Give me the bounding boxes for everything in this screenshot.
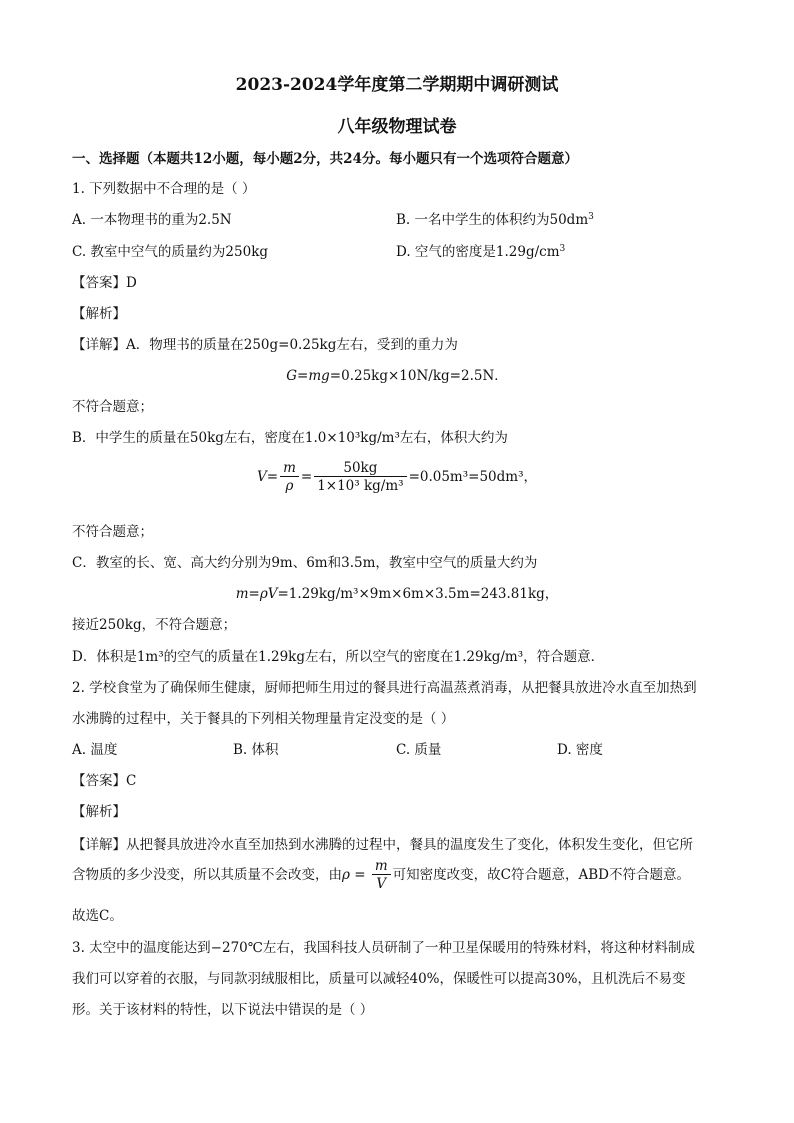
q2-stem-line2: 水沸腾的过程中，关于餐具的下列相关物理量肯定没变的是（ ）	[72, 711, 455, 727]
q2-stem-line1: 2. 学校食堂为了确保师生健康，厨师把师生用过的餐具进行高温蒸煮消毒，从把餐具放进冷水直至加热到	[72, 680, 697, 696]
q1-option-c: C. 教室中空气的质量约为250kg	[72, 244, 269, 260]
q2-detail-line2: 含物质的多少没变，所以其质量不会改变，由ρ = $\frac{m}{V}$ 可知密度改变，故C符合题意，ABD不符合题意。	[72, 858, 690, 892]
q2-option-a: A. 温度	[72, 742, 118, 758]
section-heading: 一、选择题（本题共12小题，每小题2分，共24分。每小题只有一个选项符合题意）	[72, 151, 578, 167]
q1-no-match-2: 不符合题意；	[72, 524, 153, 540]
q1-formula-a: G=mg=0.25kg×10N/kg=2.5N．	[286, 368, 508, 384]
q1-option-b: B. 一名中学生的体积约为$50dm^3$	[396, 212, 594, 228]
q2-option-c: C. 质量	[396, 742, 442, 758]
q1-formula-b: V= $\frac{m}{\rho}$ = $\frac{50kg}{\text{1×10³ kg/m³}}$ =0.05m³=50dm³，	[257, 460, 537, 494]
q1-analysis-label: 【解析】	[72, 306, 126, 322]
q2-answer: 【答案】C	[72, 773, 137, 789]
q1-no-match-1: 不符合题意；	[72, 399, 153, 415]
q2-conclusion: 故选C。	[72, 908, 123, 924]
q1-option-a: A. 一本物理书的重为2.5N	[72, 212, 232, 228]
q1-detail-c: C．教室的长、宽、高大约分别为9m、6m和3.5m，教室中空气的质量大约为	[72, 555, 538, 571]
q1-detail-a: 【详解】A．物理书的质量在250g=0.25kg左右，受到的重力为	[72, 337, 458, 353]
fraction-value: $\frac{50kg}{\text{1×10³ kg/m³}}$	[314, 460, 406, 495]
q1-detail-d: D．体积是1m³的空气的质量在1.29kg左右，所以空气的密度在1.29kg/m³，符合题意．	[72, 649, 605, 665]
fraction-m-over-rho: $\frac{m}{\rho}$	[280, 460, 299, 495]
q2-detail-line1: 【详解】从把餐具放进冷水直至加热到水沸腾的过程中，餐具的温度发生了变化，体积发生变化，但它所	[72, 837, 693, 853]
q1-option-d: D. 空气的密度是$1.29g/cm^3$	[396, 244, 566, 260]
q3-stem-line1: 3. 太空中的温度能达到−270℃左右，我国科技人员研制了一种卫星保暖用的特殊材料，将这种材料制成	[72, 940, 695, 956]
q2-analysis-label: 【解析】	[72, 804, 126, 820]
q3-stem-line2: 我们可以穿着的衣服，与同款羽绒服相比，质量可以减轻40%，保暖性可以提高30%，且机洗后不易变	[72, 971, 686, 987]
paper-title: 2023-2024学年度第二学期期中调研测试	[235, 75, 559, 95]
q1-answer: 【答案】D	[72, 275, 137, 291]
q2-option-b: B. 体积	[233, 742, 279, 758]
q1-near: 接近250kg，不符合题意；	[72, 617, 237, 633]
fraction-m-over-v: $\frac{m}{V}$	[372, 858, 391, 893]
q1-formula-c: m=ρV=1.29kg/m³×9m×6m×3.5m=243.81kg，	[235, 586, 559, 602]
paper-subtitle: 八年级物理试卷	[337, 117, 457, 137]
q3-stem-line3: 形。关于该材料的特性，以下说法中错误的是（ ）	[72, 1002, 374, 1018]
q2-option-d: D. 密度	[557, 742, 603, 758]
q1-stem: 1. 下列数据中不合理的是（ ）	[72, 181, 256, 197]
q1-detail-b: B．中学生的质量在50kg左右，密度在1.0×10³kg/m³左右，体积大约为	[72, 430, 508, 446]
